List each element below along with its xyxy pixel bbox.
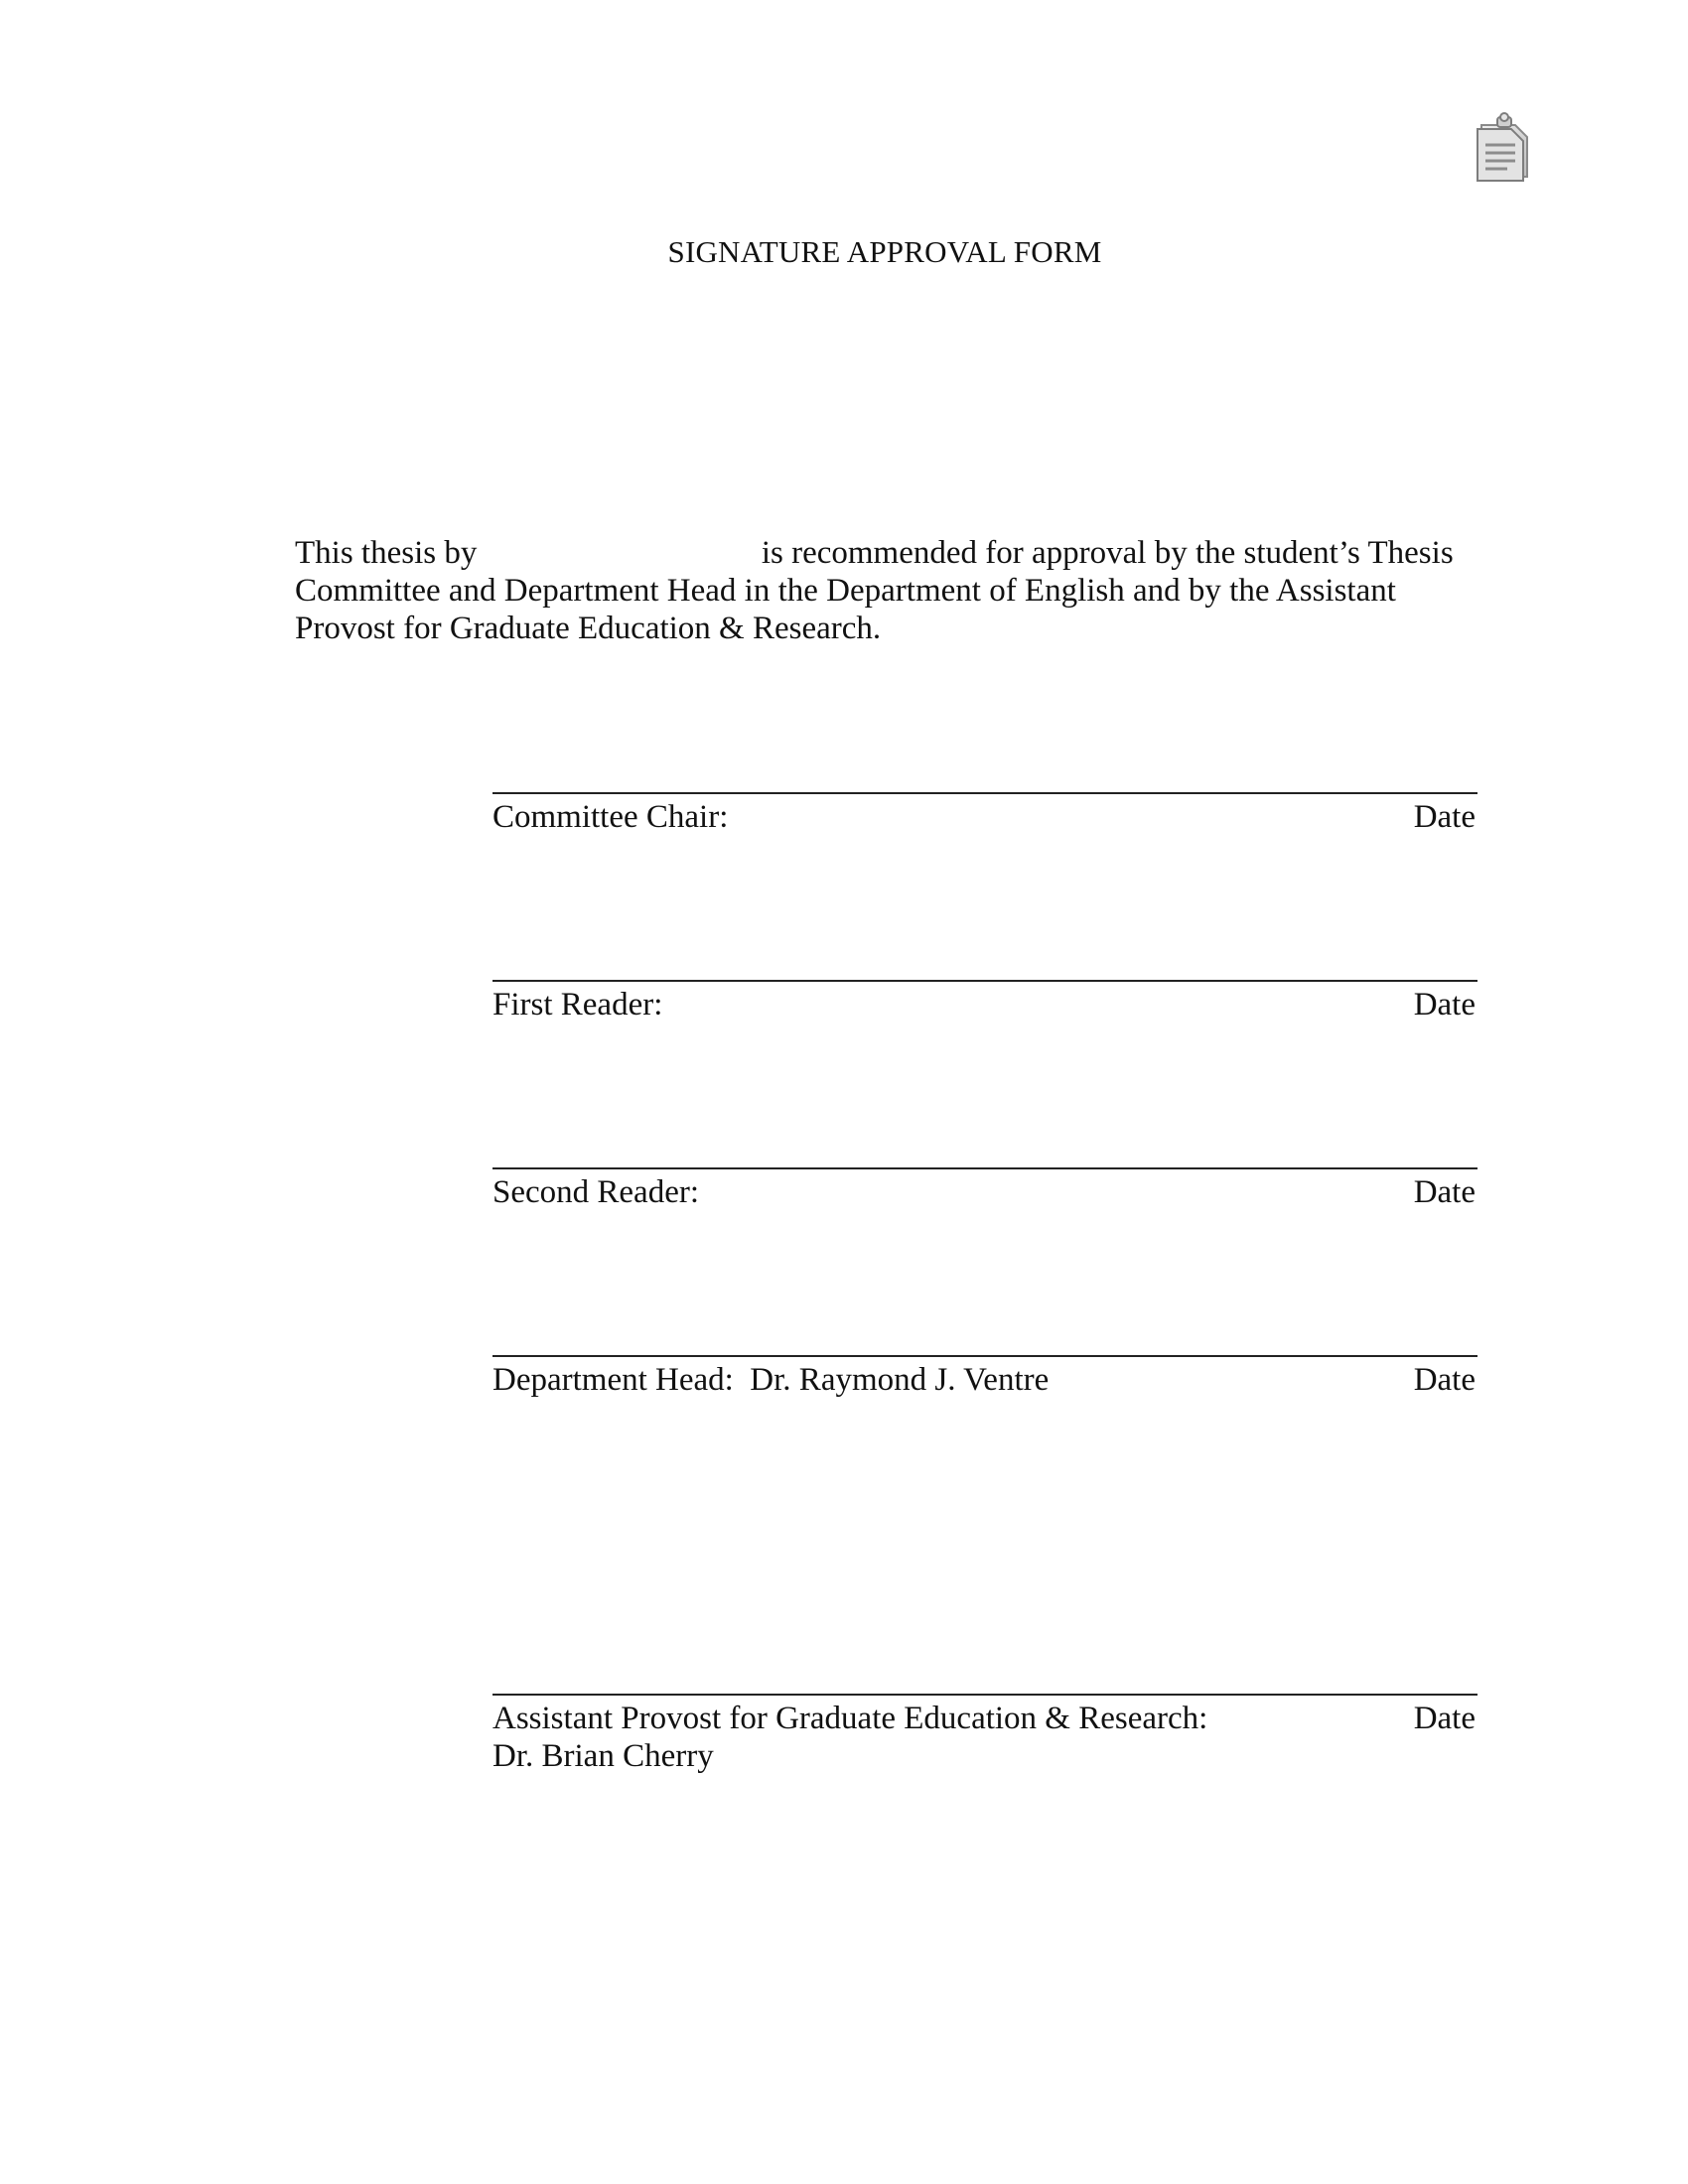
intro-line-1 xyxy=(295,534,1486,572)
page-title: SIGNATURE APPROVAL FORM xyxy=(667,234,1102,269)
date-label: Date xyxy=(1413,987,1476,1023)
signature-label: Committee Chair: xyxy=(492,799,729,835)
signature-label: Department Head: Dr. Raymond J. Ventre xyxy=(492,1362,1050,1398)
signature-block-department-head xyxy=(492,1355,1477,1399)
intro-first-line-rest: is recommended for approval by the student’s Thesis xyxy=(761,535,1454,571)
signature-label: First Reader: xyxy=(492,987,663,1023)
form-document-icon xyxy=(1476,111,1535,183)
signature-line[interactable] xyxy=(492,1355,1477,1357)
signature-block-committee-chair xyxy=(492,792,1477,836)
signature-block-second-reader xyxy=(492,1167,1477,1211)
signature-line[interactable] xyxy=(492,1694,1477,1696)
date-label: Date xyxy=(1413,1701,1476,1736)
signature-label: Assistant Provost for Graduate Education & Research: xyxy=(492,1701,1208,1736)
signature-label: Second Reader: xyxy=(492,1174,700,1210)
signature-line[interactable] xyxy=(492,980,1477,982)
date-label: Date xyxy=(1413,1174,1476,1210)
date-label: Date xyxy=(1413,1362,1476,1398)
intro-line-3: Provost for Graduate Education & Research. xyxy=(295,611,882,646)
signature-block-first-reader xyxy=(492,980,1477,1024)
signature-sub-label: Dr. Brian Cherry xyxy=(492,1738,714,1774)
intro-line-2: Committee and Department Head in the Department of English and by the Assistant xyxy=(295,573,1396,609)
signature-line[interactable] xyxy=(492,792,1477,794)
date-label: Date xyxy=(1413,799,1476,835)
signature-line[interactable] xyxy=(492,1167,1477,1169)
intro-paragraph xyxy=(295,534,1486,647)
intro-prefix: This thesis by xyxy=(295,535,478,571)
signature-block-assistant-provost xyxy=(492,1694,1477,1775)
